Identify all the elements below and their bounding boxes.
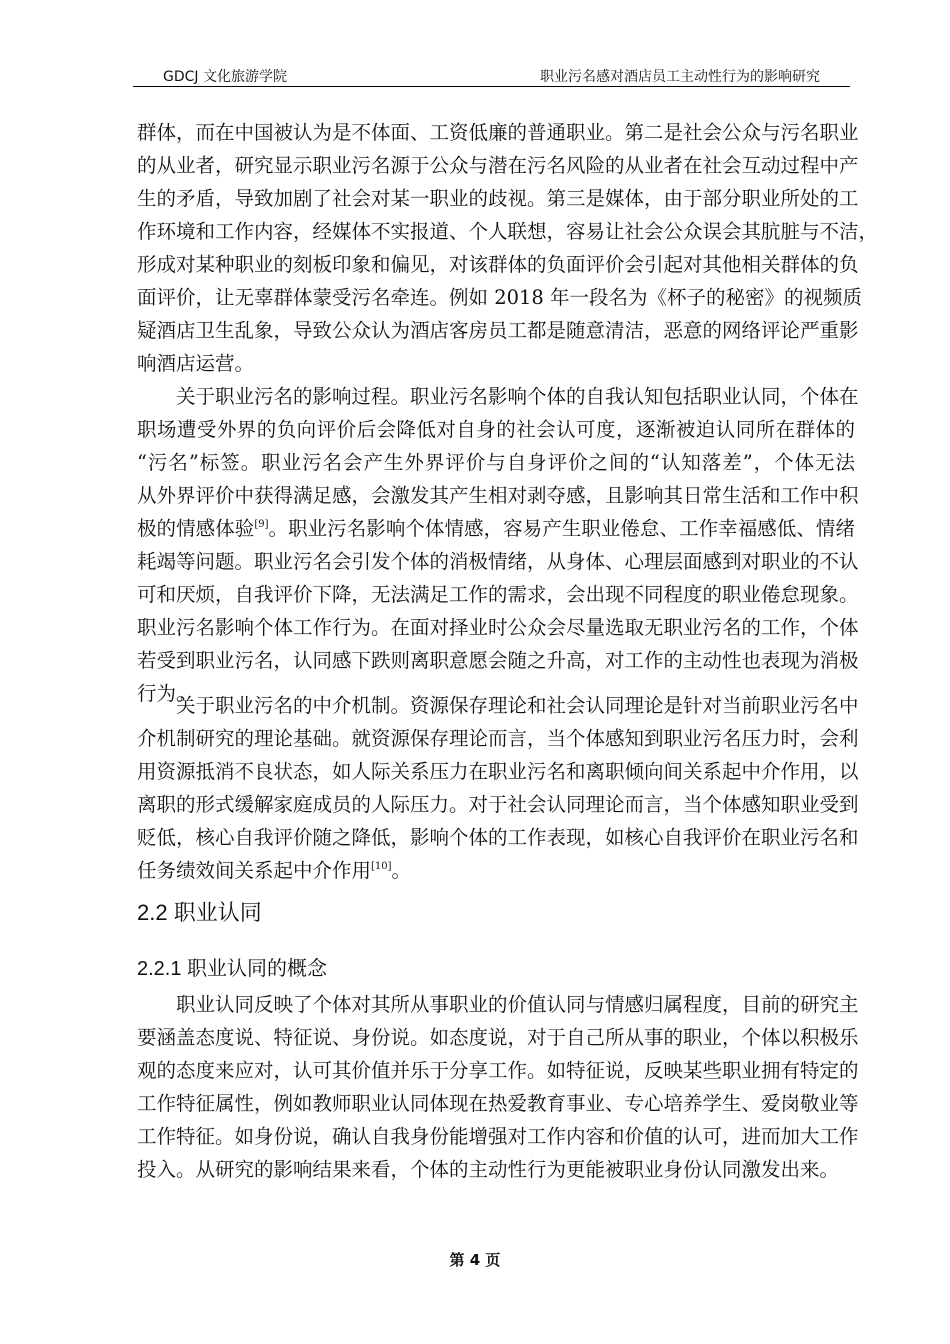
text-segment: 。职业污名影响个体情感，容易产生职业倦怠、工作幸福感低、情绪 xyxy=(268,517,855,540)
text-segment: 。 xyxy=(391,859,412,882)
text-line: 关于职业污名的中介机制。资源保存理论和社会认同理论是针对当前职业污名中 xyxy=(176,694,859,717)
text-line xyxy=(137,512,855,545)
text-line: 疑酒店卫生乱象，导致公众认为酒店客房员工都是随意清洁，恶意的网络评论严重影 xyxy=(137,319,859,342)
paragraph-identity-concept xyxy=(137,988,859,1186)
paragraph-stigma-sources xyxy=(137,116,879,380)
text-line: “污名”标签。职业污名会产生外界评价与自身评价之间的“认知落差”，个体无法 xyxy=(137,451,855,474)
text-line: 职场遭受外界的负向评价后会降低对自身的社会认可度，逐渐被迫认同所在群体的 xyxy=(137,418,855,441)
text-line: 工作特征。如身份说，确认自我身份能增强对工作内容和价值的认可，进而加大工作 xyxy=(137,1125,859,1148)
text-line: 职业污名影响个体工作行为。在面对择业时公众会尽量选取无职业污名的工作，个体 xyxy=(137,616,859,639)
paragraph-stigma-impact xyxy=(137,380,859,710)
text-line: 用资源抵消不良状态，如人际关系压力在职业污名和离职倾向间关系起中介作用，以 xyxy=(137,760,859,783)
page-header xyxy=(133,64,850,87)
subsection-heading: 2.2.1 职业认同的概念 xyxy=(137,958,328,980)
page-number: 第 4 页 xyxy=(449,1251,501,1269)
paragraph-stigma-mechanism xyxy=(137,689,859,887)
text-line: 生的矛盾，导致加剧了社会对某一职业的歧视。第三是媒体，由于部分职业所处的工 xyxy=(137,187,859,210)
text-line: 关于职业污名的影响过程。职业污名影响个体的自我认知包括职业认同，个体在 xyxy=(176,385,859,408)
citation-ref: [10] xyxy=(371,861,392,872)
text-line: 要涵盖态度说、特征说、身份说。如态度说，对于自己所从事的职业，个体以积极乐 xyxy=(137,1026,859,1049)
text-line: 若受到职业污名，认同感下跌则离职意愿会随之升高，对工作的主动性也表现为消极 xyxy=(137,649,859,672)
header-thesis-title: 职业污名感对酒店员工主动性行为的影响研究 xyxy=(540,69,820,85)
text-line: 从外界评价中获得满足感，会激发其产生相对剥夺感，且影响其日常生活和工作中积 xyxy=(137,484,859,507)
text-segment: 极的情感体验 xyxy=(137,517,255,540)
text-line: 耗竭等问题。职业污名会引发个体的消极情绪，从身体、心理层面感到对职业的不认 xyxy=(137,550,859,573)
text-line: 面评价，让无辜群体蒙受污名牵连。例如 2018 年一段名为《杯子的秘密》的视频质 xyxy=(137,286,863,309)
text-line: 工作特征属性，例如教师职业认同体现在热爱教育事业、专心培养学生、爱岗敬业等 xyxy=(137,1092,859,1115)
section-heading: 2.2 职业认同 xyxy=(137,900,262,925)
text-line xyxy=(137,854,855,887)
text-line: 群体，而在中国被认为是不体面、工资低廉的普通职业。第二是社会公众与污名职业 xyxy=(137,121,859,144)
text-line: 职业认同反映了个体对其所从事职业的价值认同与情感归属程度，目前的研究主 xyxy=(176,993,859,1016)
text-line: 贬低，核心自我评价随之降低，影响个体的工作表现，如核心自我评价在职业污名和 xyxy=(137,826,859,849)
text-line: 响酒店运营。 xyxy=(137,352,255,375)
text-line: 的从业者，研究显示职业污名源于公众与潜在污名风险的从业者在社会互动过程中产 xyxy=(137,154,859,177)
text-line: 观的态度来应对，认可其价值并乐于分享工作。如特征说，反映某些职业拥有特定的 xyxy=(137,1059,859,1082)
citation-ref: [9] xyxy=(254,519,269,530)
text-line: 行为。 xyxy=(137,682,196,705)
text-line: 形成对某种职业的刻板印象和偏见，对该群体的负面评价会引起对其他相关群体的负 xyxy=(137,253,859,276)
text-line: 作环境和工作内容，经媒体不实报道、个人联想，容易让社会公众误会其肮脏与不洁， xyxy=(137,220,879,243)
header-institution: GDCJ 文化旅游学院 xyxy=(163,69,287,85)
text-line: 介机制研究的理论基础。就资源保存理论而言，当个体感知到职业污名压力时，会利 xyxy=(137,727,859,750)
text-line: 可和厌烦，自我评价下降，无法满足工作的需求，会出现不同程度的职业倦怠现象。 xyxy=(137,583,859,606)
text-segment: 任务绩效间关系起中介作用 xyxy=(137,859,372,882)
text-line: 投入。从研究的影响结果来看，个体的主动性行为更能被职业身份认同激发出来。 xyxy=(137,1158,840,1181)
text-line: 离职的形式缓解家庭成员的人际压力。对于社会认同理论而言，当个体感知职业受到 xyxy=(137,793,859,816)
